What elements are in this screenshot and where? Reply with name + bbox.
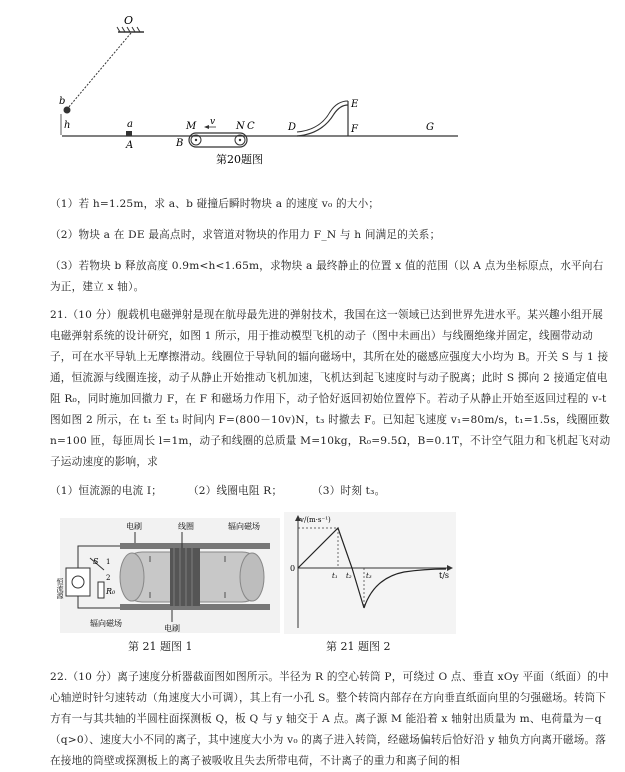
- figure-21-2: [284, 512, 456, 634]
- q21-sub3: （3）时刻 t₃。: [312, 485, 386, 497]
- figure-20-caption: 第20题图: [216, 153, 263, 166]
- current-source: [66, 568, 90, 596]
- label-a: a: [127, 119, 133, 130]
- q21-stem: 21.（10 分）舰载机电磁弹射是现在航母最先进的弹射技术，我国在这一领域已达到世界先进水平。某兴趣小组开展电磁弹射系统的设计研究，如图 1 所示，用于推动模型飞机的动子（图中未画出）与线圈绝缘并固定，线圈带动动子，可在水平导轨上无摩擦滑动。线圈位于导轨间的辐向磁场中，其所在处的磁感应强度大小均为 B。开关 S 与 1 接通，恒流源与线圈连接，动子从静止开始推动飞机加速，飞机达到起飞速度时与动子脱离；此时 S 掷向 2 接通定值电阻 R₀，同时施加回撤力 F，在 F 和磁场力作用下，动子恰好返回初始位置停下。若动子从静止开始至返回过程的 v-t 图如图 2 所示，在 t₁ 至 t₃ 时间内 F=(800－10v)N，t₃ 时撤去 F。已知起飞速度 v₁=80m/s，t₁=1.5s，线圈匝数 n=100 匝，每匝周长 l=1m，动子和线圈的总质量 M=10kg，R₀=9.5Ω，B=0.1T，不计空气阻力和飞机起飞对动子运动速度的影响，求: [50, 309, 611, 468]
- label-2: 2: [106, 574, 111, 582]
- label-O: O: [124, 14, 134, 27]
- t-axis-label: t/s: [439, 571, 450, 580]
- label-coil: 线圈: [178, 522, 194, 531]
- label-radial-top: 辐向磁场: [228, 522, 260, 531]
- q20-part3: （3）若物块 b 释放高度 0.9m<h<1.65m，求物块 a 最终静止的位置 x 值的范围（以 A 点为坐标原点，水平向右为正，建立 x 轴）。: [50, 260, 604, 293]
- q21-sub1: （1）恒流源的电流 I；: [50, 485, 163, 497]
- tick-t2: t₂: [346, 572, 352, 580]
- label-h: h: [64, 120, 71, 131]
- tick-t3: t₃: [366, 572, 372, 580]
- q22-stem: 22.（10 分）离子速度分析器截面图如图所示。半径为 R 的空心转筒 P，可绕过 O 点、垂直 xOy 平面（纸面）的中心轴逆时针匀速转动（角速度大小可调），其上有一小孔 S。整个转筒内部存在方向垂直纸面向里的匀强磁场。转筒下方有一与其共轴的半圆柱面探测板 Q，板 Q 与 y 轴交于 A 点。离子源 M 能沿着 x 轴射出质量为 m、电荷量为－q（q>0）、速度大小不同的离子，其中速度大小为 v₀ 的离子进入转筒，经磁场偏转后恰好沿 y 轴负方向离开磁场。落在接地的筒壁或探测板上的离子被吸收且失去所带电荷，不计离子的重力和离子间的相: [50, 671, 609, 767]
- figure-21-1-caption: 第 21 题图 1: [128, 640, 193, 653]
- figure-21-2-caption: 第 21 题图 2: [326, 640, 391, 653]
- label-S: S: [93, 557, 99, 566]
- figure-20: [40, 12, 480, 172]
- label-R0: R₀: [106, 587, 116, 596]
- q20-part2: （2）物块 a 在 DE 最高点时，求管道对物块的作用力 F_N 与 h 间满足的关系；: [50, 229, 441, 241]
- block-a: [126, 131, 132, 136]
- ball-b: [64, 107, 71, 114]
- label-M: M: [186, 121, 197, 132]
- label-D: D: [288, 122, 297, 133]
- v-axis-label: v/(m·s⁻¹): [300, 516, 331, 524]
- figure-21-1: [56, 518, 280, 633]
- label-source: 恒流源: [56, 578, 64, 599]
- label-B: B: [176, 138, 184, 149]
- origin-label: 0: [290, 564, 296, 573]
- label-A: A: [126, 140, 134, 151]
- tick-t1: t₁: [332, 572, 338, 580]
- label-F: F: [351, 124, 358, 135]
- label-brush-bottom: 电刷: [164, 624, 180, 633]
- label-1: 1: [106, 558, 111, 566]
- label-E: E: [351, 99, 359, 110]
- label-N: N: [236, 121, 245, 132]
- label-C: C: [247, 121, 255, 132]
- q21-sub2: （2）线圈电阻 R；: [188, 485, 283, 497]
- label-G: G: [426, 122, 434, 133]
- coil: [170, 548, 200, 606]
- label-v: v: [210, 117, 216, 127]
- label-b: b: [59, 96, 66, 107]
- label-radial-bottom: 辐向磁场: [90, 619, 122, 628]
- label-brush-top: 电刷: [126, 522, 142, 531]
- q20-part1: （1）若 h=1.25m，求 a、b 碰撞后瞬时物块 a 的速度 v₀ 的大小；: [50, 198, 380, 210]
